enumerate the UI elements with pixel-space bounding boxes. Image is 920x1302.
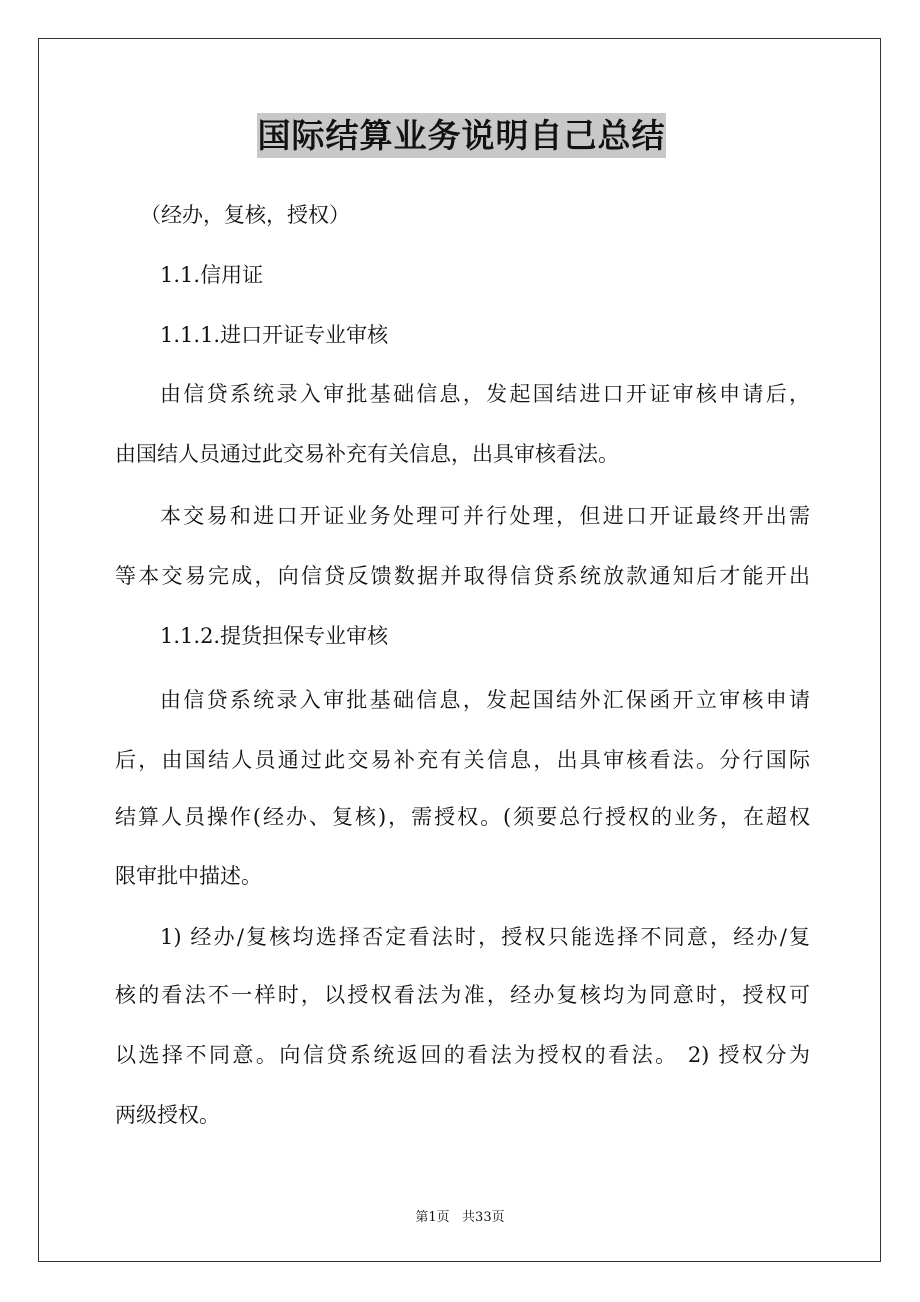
paragraph-line: 结算人员操作(经办、复核)，需授权。(须要总行授权的业务，在超权 xyxy=(115,805,810,829)
paragraph-line: 核的看法不一样时，以授权看法为准，经办复核均为同意时，授权可 xyxy=(115,983,810,1007)
paragraph-line: 由信贷系统录入审批基础信息，发起国结外汇保函开立审核申请 xyxy=(160,688,810,712)
paragraph-line: 限审批中描述。 xyxy=(115,864,262,888)
section-heading-1-1: 1.1.信用证 xyxy=(160,263,264,287)
paragraph-line: 本交易和进口开证业务处理可并行处理，但进口开证最终开出需 xyxy=(160,504,810,528)
section-heading-1-1-1: 1.1.1.进口开证专业审核 xyxy=(160,323,389,347)
paragraph-line: 后，由国结人员通过此交易补充有关信息，出具审核看法。分行国际 xyxy=(115,748,810,772)
document-title: 国际结算业务说明自己总结 xyxy=(257,113,666,158)
paragraph-line: 1) 经办/复核均选择否定看法时，授权只能选择不同意，经办/复 xyxy=(160,925,810,949)
page-number-footer: 第1页 共33页 xyxy=(415,1210,505,1225)
paragraph-line: 由信贷系统录入审批基础信息，发起国结进口开证审核申请后， xyxy=(160,382,810,406)
paragraph-line: 以选择不同意。向信贷系统返回的看法为授权的看法。 2) 授权分为 xyxy=(115,1043,810,1067)
paragraph-line: 两级授权。 xyxy=(115,1103,220,1127)
subtitle-roles: （经办，复核，授权） xyxy=(140,203,350,227)
section-heading-1-1-2: 1.1.2.提货担保专业审核 xyxy=(160,624,389,648)
paragraph-line: 由国结人员通过此交易补充有关信息，出具审核看法。 xyxy=(115,442,619,466)
paragraph-line: 等本交易完成，向信贷反馈数据并取得信贷系统放款通知后才能开出 xyxy=(115,564,810,588)
